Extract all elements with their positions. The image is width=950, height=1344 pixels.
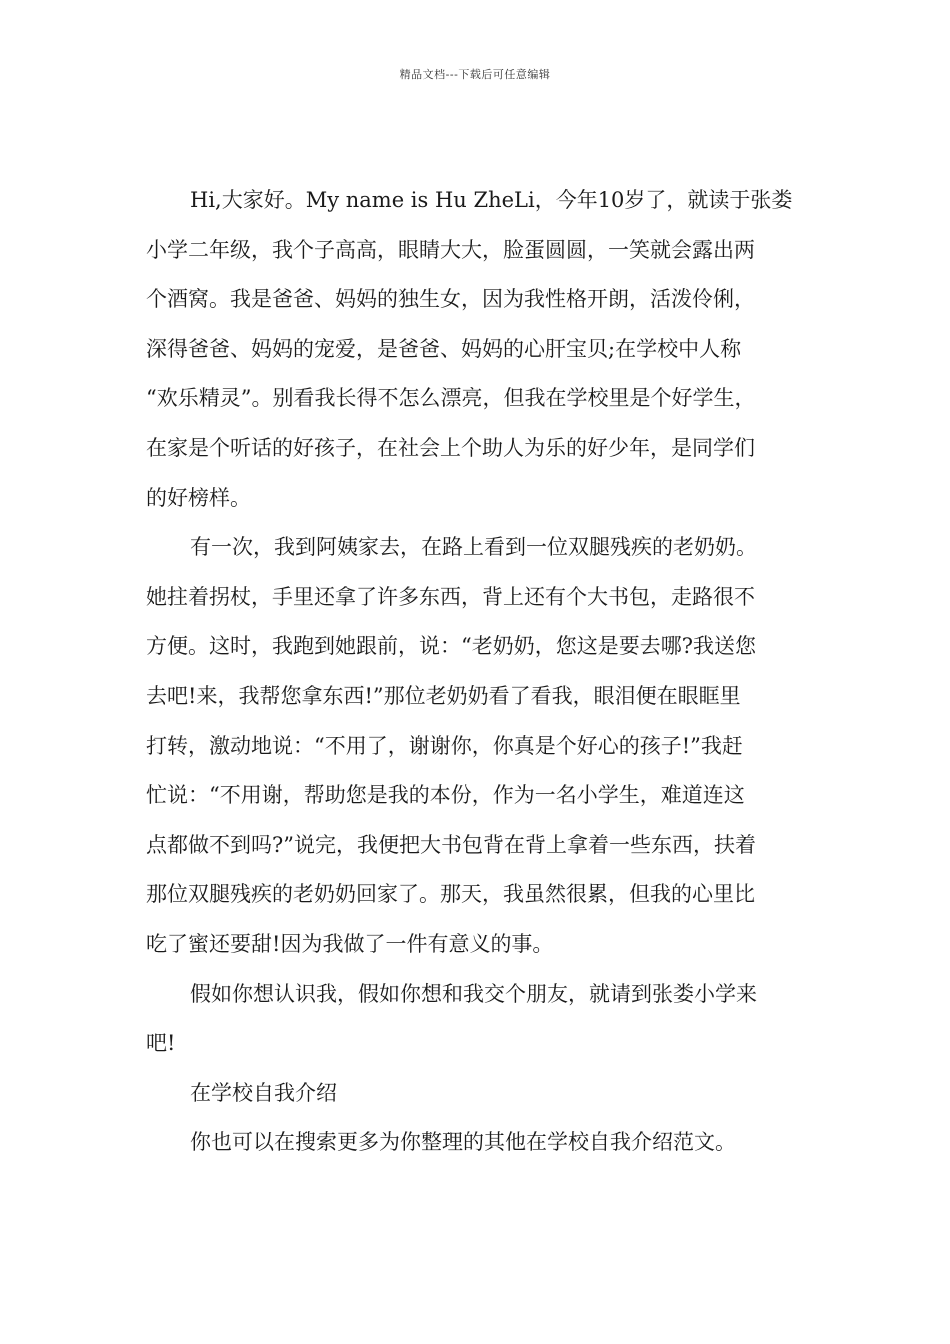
- document-body: [146, 176, 822, 1168]
- text-line: 吃了蜜还要甜!因为我做了一件有意义的事。: [146, 931, 554, 956]
- text-line: Hi,大家好。My name is Hu ZheLi，今年10岁了，就读于张娄: [190, 188, 793, 212]
- text-line: 点都做不到吗?”说完，我便把大书包背在背上拿着一些东西，扶着: [146, 832, 756, 857]
- text-line: 吧!: [146, 1031, 176, 1056]
- page-header: 精品文档---下载后可任意编辑: [399, 68, 551, 81]
- text-line: 有一次，我到阿姨家去，在路上看到一位双腿残疾的老奶奶。: [190, 535, 757, 560]
- text-line: 那位双腿残疾的老奶奶回家了。那天，我虽然很累，但我的心里比: [146, 882, 755, 907]
- text-line: 的好榜样。: [146, 485, 251, 510]
- text-line: 你也可以在搜索更多为你整理的其他在学校自我介绍范文。: [190, 1130, 736, 1155]
- text-line: 她拄着拐杖，手里还拿了许多东西，背上还有个大书包，走路很不: [146, 584, 755, 609]
- text-line: 在家是个听话的好孩子，在社会上个助人为乐的好少年，是同学们: [146, 435, 755, 460]
- text-line: 忙说：“不用谢，帮助您是我的本份，作为一名小学生，难道连这: [146, 783, 745, 808]
- text-line: 方便。这时，我跑到她跟前，说：“老奶奶，您这是要去哪?我送您: [146, 634, 756, 659]
- text-line: 打转，激动地说：“不用了，谢谢你，你真是个好心的孩子!”我赶: [146, 733, 743, 758]
- text-line: 在学校自我介绍: [190, 1080, 337, 1105]
- text-line: 假如你想认识我，假如你想和我交个朋友，就请到张娄小学来: [190, 981, 757, 1006]
- text-line: 深得爸爸、妈妈的宠爱，是爸爸、妈妈的心肝宝贝;在学校中人称: [146, 336, 742, 361]
- text-line: 去吧!来，我帮您拿东西!”那位老奶奶看了看我，眼泪便在眼眶里: [146, 683, 741, 708]
- text-line: “欢乐精灵”。别看我长得不怎么漂亮，但我在学校里是个好学生，: [146, 386, 756, 411]
- text-line: 个酒窝。我是爸爸、妈妈的独生女，因为我性格开朗，活泼伶俐，: [146, 287, 755, 312]
- text-line: 小学二年级，我个子高高，眼睛大大，脸蛋圆圆，一笑就会露出两: [146, 237, 755, 262]
